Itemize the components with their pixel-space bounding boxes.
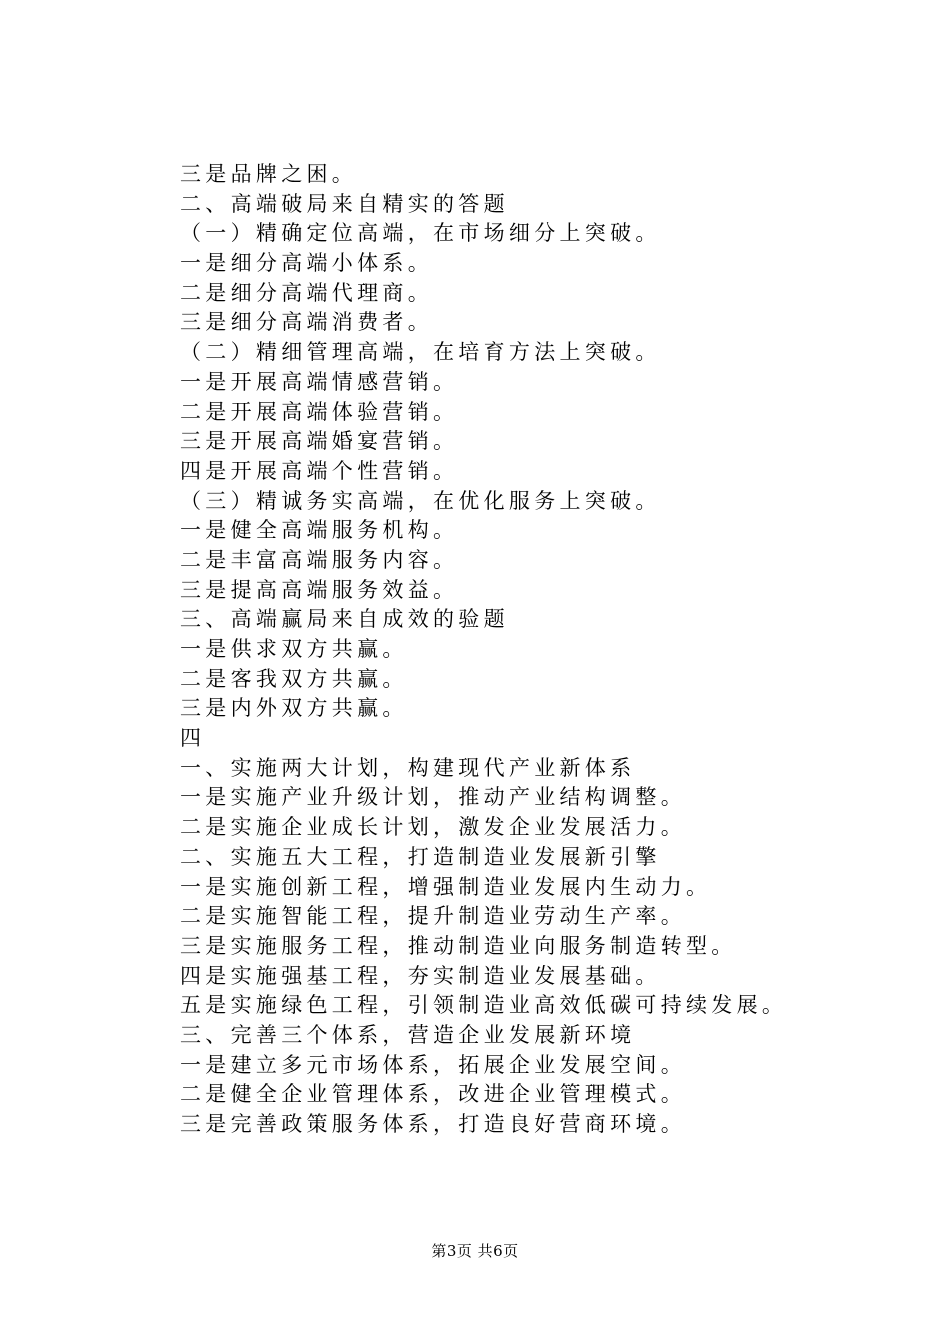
text-line: 三是细分高端消费者。 — [180, 310, 433, 335]
text-line: 一是建立多元市场体系，拓展企业发展空间。 — [180, 1052, 686, 1077]
text-line: 一是实施创新工程，增强制造业发展内生动力。 — [180, 874, 712, 899]
text-line: 三是内外双方共赢。 — [180, 696, 408, 721]
document-body — [180, 160, 900, 1140]
text-line: 五是实施绿色工程，引领制造业高效低碳可持续发展。 — [180, 993, 788, 1018]
text-line: 一是健全高端服务机构。 — [180, 518, 459, 543]
subsection-heading: （一）精确定位高端，在市场细分上突破。 — [180, 221, 661, 246]
text-line: 四是开展高端个性营销。 — [180, 458, 459, 483]
section-heading: 三、完善三个体系，营造企业发展新环境 — [180, 1022, 636, 1047]
text-line: 一是供求双方共赢。 — [180, 637, 408, 661]
text-line: 一是实施产业升级计划，推动产业结构调整。 — [180, 785, 686, 810]
part-number: 四 — [180, 726, 206, 751]
text-line: 二是实施企业成长计划，激发企业发展活力。 — [180, 815, 686, 840]
text-line: 三是完善政策服务体系，打造良好营商环境。 — [180, 1112, 686, 1136]
text-line: 三是实施服务工程，推动制造业向服务制造转型。 — [180, 933, 737, 958]
text-line: 二是细分高端代理商。 — [180, 280, 433, 305]
text-line: 二是客我双方共赢。 — [180, 666, 408, 691]
page-number-footer: 第3页 共6页 — [431, 1242, 519, 1260]
text-line: 二是丰富高端服务内容。 — [180, 547, 459, 572]
section-heading: 一、实施两大计划，构建现代产业新体系 — [180, 755, 636, 780]
text-line: 三是开展高端婚宴营销。 — [180, 429, 459, 454]
text-line: 三是品牌之困。 — [180, 162, 358, 186]
text-line: 二是开展高端体验营销。 — [180, 399, 459, 424]
text-line: 二是健全企业管理体系，改进企业管理模式。 — [180, 1082, 686, 1107]
text-line: 二是实施智能工程，提升制造业劳动生产率。 — [180, 904, 686, 929]
section-heading: 三、高端赢局来自成效的验题 — [180, 607, 509, 632]
text-line: 四是实施强基工程，夯实制造业发展基础。 — [180, 963, 661, 988]
subsection-heading: （三）精诚务实高端，在优化服务上突破。 — [180, 488, 661, 513]
section-heading: 二、实施五大工程，打造制造业发展新引擎 — [180, 844, 661, 869]
text-line: 一是细分高端小体系。 — [180, 251, 433, 276]
text-line: 一是开展高端情感营销。 — [180, 369, 459, 394]
text-line: 三是提高高端服务效益。 — [180, 577, 459, 602]
section-heading: 二、高端破局来自精实的答题 — [180, 191, 509, 216]
subsection-heading: （二）精细管理高端，在培育方法上突破。 — [180, 340, 661, 365]
